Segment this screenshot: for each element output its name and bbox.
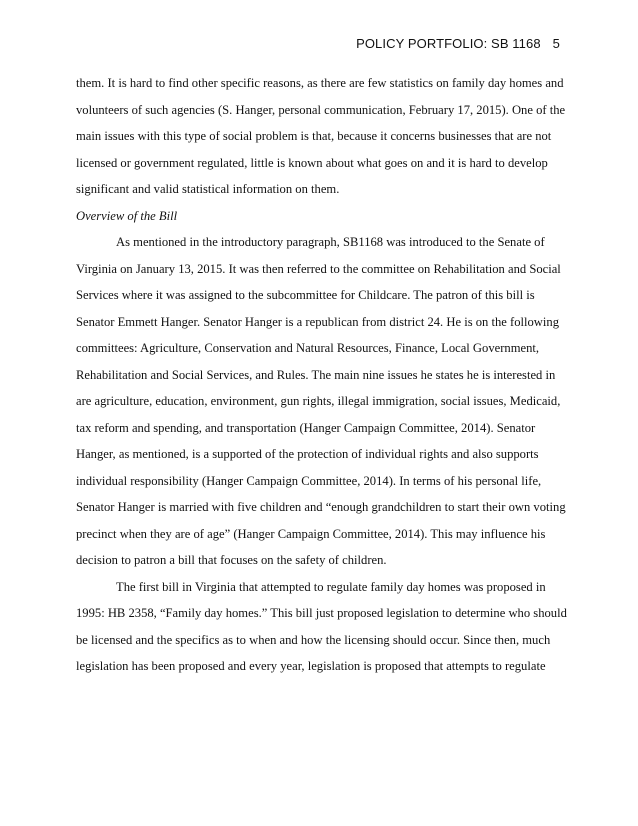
text-line: Senator Hanger is married with five children and “enough grandchildren to start their own voting <box>76 500 566 514</box>
text-line: 1995: HB 2358, “Family day homes.” This bill just proposed legislation to determine who should <box>76 606 567 620</box>
text-line: significant and valid statistical information on them. <box>76 182 340 196</box>
text-line: Rehabilitation and Social Services, and Rules. The main nine issues he states he is interested in <box>76 367 556 382</box>
body-text <box>76 70 567 680</box>
text-line: be licensed and the specifics as to when and how the licensing should occur. Since then, much <box>76 632 551 647</box>
text-line: licensed or government regulated, little is known about what goes on and it is hard to develop <box>76 155 548 170</box>
text-line: decision to patron a bill that focuses on the safety of children. <box>76 553 387 567</box>
text-line: committees: Agriculture, Conservation and Natural Resources, Finance, Local Government, <box>76 341 540 355</box>
section-heading: Overview of the Bill <box>76 208 178 223</box>
text-line: volunteers of such agencies (S. Hanger, personal communication, February 17, 2015). One of the <box>76 102 566 117</box>
text-line: them. It is hard to find other specific reasons, as there are few statistics on family day homes and <box>76 76 564 90</box>
text-line: Virginia on January 13, 2015. It was then referred to the committee on Rehabilitation and Social <box>76 261 561 276</box>
text-line: The first bill in Virginia that attempted to regulate family day homes was proposed in <box>116 579 546 594</box>
page-number: 5 <box>552 36 560 51</box>
text-line: are agriculture, education, environment, gun rights, illegal immigration, social issues, Medicaid, <box>76 394 561 408</box>
text-line: individual responsibility (Hanger Campaign Committee, 2014). In terms of his personal life, <box>76 473 542 488</box>
text-line: Services where it was assigned to the subcommittee for Childcare. The patron of this bill is <box>76 288 535 302</box>
text-line: Senator Emmett Hanger. Senator Hanger is a republican from district 24. He is on the following <box>76 314 559 329</box>
text-line: Hanger, as mentioned, is a supported of the protection of individual rights and also supports <box>76 447 539 461</box>
text-line: precinct when they are of age” (Hanger Campaign Committee, 2014). This may influence his <box>76 526 546 541</box>
running-header <box>356 36 560 51</box>
text-line: As mentioned in the introductory paragraph, SB1168 was introduced to the Senate of <box>116 235 545 249</box>
text-line: tax reform and spending, and transportation (Hanger Campaign Committee, 2014). Senator <box>76 420 536 435</box>
text-line: main issues with this type of social problem is that, because it concerns businesses that are not <box>76 129 552 143</box>
running-head-title: POLICY PORTFOLIO: SB 1168 <box>356 36 541 51</box>
text-line: legislation has been proposed and every year, legislation is proposed that attempts to regulate <box>76 659 546 673</box>
